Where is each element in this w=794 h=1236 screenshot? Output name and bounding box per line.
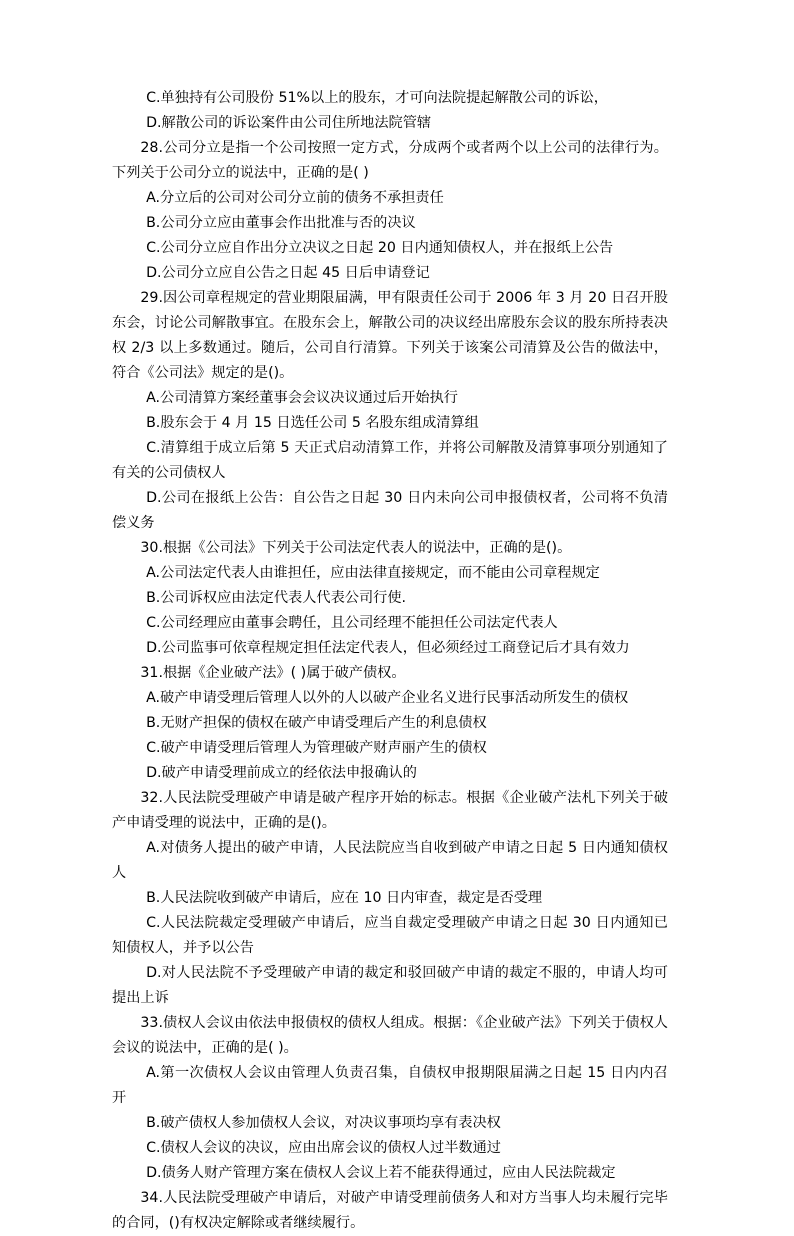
option-paragraph: D.解散公司的诉讼案件由公司住所地法院管辖 [146, 115, 432, 131]
option-paragraph: A.第一次债权人会议由管理人负责召集，自债权申报期限届满之日起 15 日内内召开 [112, 1065, 668, 1106]
option-paragraph: C.人民法院裁定受理破产申请后，应当自裁定受理破产申请之日起 30 日内通知已知债权人，并予以公告 [112, 915, 668, 956]
question-paragraph: 28.公司分立是指一个公司按照一定方式，分成两个或者两个以上公司的法律行为。下列关于公司分立的说法中，正确的是( ) [112, 140, 668, 181]
option-paragraph: C.清算组于成立后第 5 天正式启动清算工作，并将公司解散及清算事项分别通知了有关的公司债权人 [112, 440, 668, 481]
option-paragraph: B.人民法院收到破产申请后，应在 10 日内审查，裁定是否受理 [146, 890, 543, 906]
option-paragraph: C.债权人会议的决议，应由出席会议的债权人过半数通过 [146, 1140, 501, 1156]
document-text-column [112, 86, 668, 1236]
option-paragraph: D.公司在报纸上公告：自公告之日起 30 日内未向公司申报债权者，公司将不负清偿义务 [112, 490, 668, 531]
option-paragraph: B.公司分立应由董事会作出批准与否的决议 [146, 215, 416, 231]
option-paragraph: A.公司清算方案经董事会会议决议通过后开始执行 [146, 390, 458, 406]
option-paragraph: B.破产债权人参加债权人会议，对决议事项均享有表决权 [146, 1115, 501, 1131]
option-paragraph: D.债务人财产管理方案在债权人会议上若不能获得通过，应由人民法院裁定 [146, 1165, 616, 1181]
option-paragraph: C.破产申请受理后管理人为管理破产财声丽产生的债权 [146, 740, 487, 756]
option-paragraph: D.破产申请受理前成立的经依法申报确认的 [146, 765, 417, 781]
option-paragraph: A.分立后的公司对公司分立前的债务不承担责任 [146, 190, 444, 206]
option-paragraph: D.公司监事可依章程规定担任法定代表人，但必须经过工商登记后才具有效力 [146, 640, 630, 656]
option-paragraph: B.无财产担保的债权在破产申请受理后产生的利息债权 [146, 715, 487, 731]
option-paragraph: D.公司分立应自公告之日起 45 日后申请登记 [146, 265, 430, 281]
option-paragraph: D.对人民法院不予受理破产申请的裁定和驳回破产申请的裁定不服的，申请人均可提出上诉 [112, 965, 668, 1006]
question-paragraph: 32.人民法院受理破产申请是破产程序开始的标志。根据《企业破产法札下列关于破产申请受理的说法中，正确的是()。 [112, 790, 668, 831]
question-paragraph: 31.根据《企业破产法》( )属于破产债权。 [140, 665, 406, 681]
question-paragraph: 29.因公司章程规定的营业期限届满，甲有限责任公司于 2006 年 3 月 20 日召开股东会，讨论公司解散事宜。在股东会上，解散公司的决议经出席股东会议的股东所持表决权 2/3 以上多数通过。随后，公司自行清算。下列关于该案公司清算及公告的做法中，符合《公司法》规定的是()。 [112, 290, 668, 381]
option-paragraph: C.单独持有公司股份 51%以上的股东，才可向法院提起解散公司的诉讼， [146, 90, 608, 106]
option-paragraph: A.公司法定代表人由谁担任，应由法律直接规定，而不能由公司章程规定 [146, 565, 600, 581]
question-paragraph: 30.根据《公司法》下列关于公司法定代表人的说法中，正确的是()。 [140, 540, 572, 556]
option-paragraph: B.公司诉权应由法定代表人代表公司行使. [146, 590, 407, 606]
option-paragraph: C.公司经理应由董事会聘任，且公司经理不能担任公司法定代表人 [146, 615, 558, 631]
option-paragraph: B.股东会于 4 月 15 日选任公司 5 名股东组成清算组 [146, 415, 479, 431]
option-paragraph: A.对债务人提出的破产申请，人民法院应当自收到破产申请之日起 5 日内通知债权人 [112, 840, 668, 881]
text-block-list [112, 86, 668, 1236]
option-paragraph: A.破产申请受理后管理人以外的人以破产企业名义进行民事活动所发生的债权 [146, 690, 629, 706]
question-paragraph: 33.债权人会议由依法申报债权的债权人组成。根据：《企业破产法》下列关于债权人会议的说法中，正确的是( )。 [112, 1015, 668, 1056]
option-paragraph: C.公司分立应自作出分立决议之日起 20 日内通知债权人，并在报纸上公告 [146, 240, 614, 256]
question-paragraph: 34.人民法院受理破产申请后，对破产申请受理前债务人和对方当事人均未履行完毕的合同，()有权决定解除或者继续履行。 [112, 1190, 668, 1231]
